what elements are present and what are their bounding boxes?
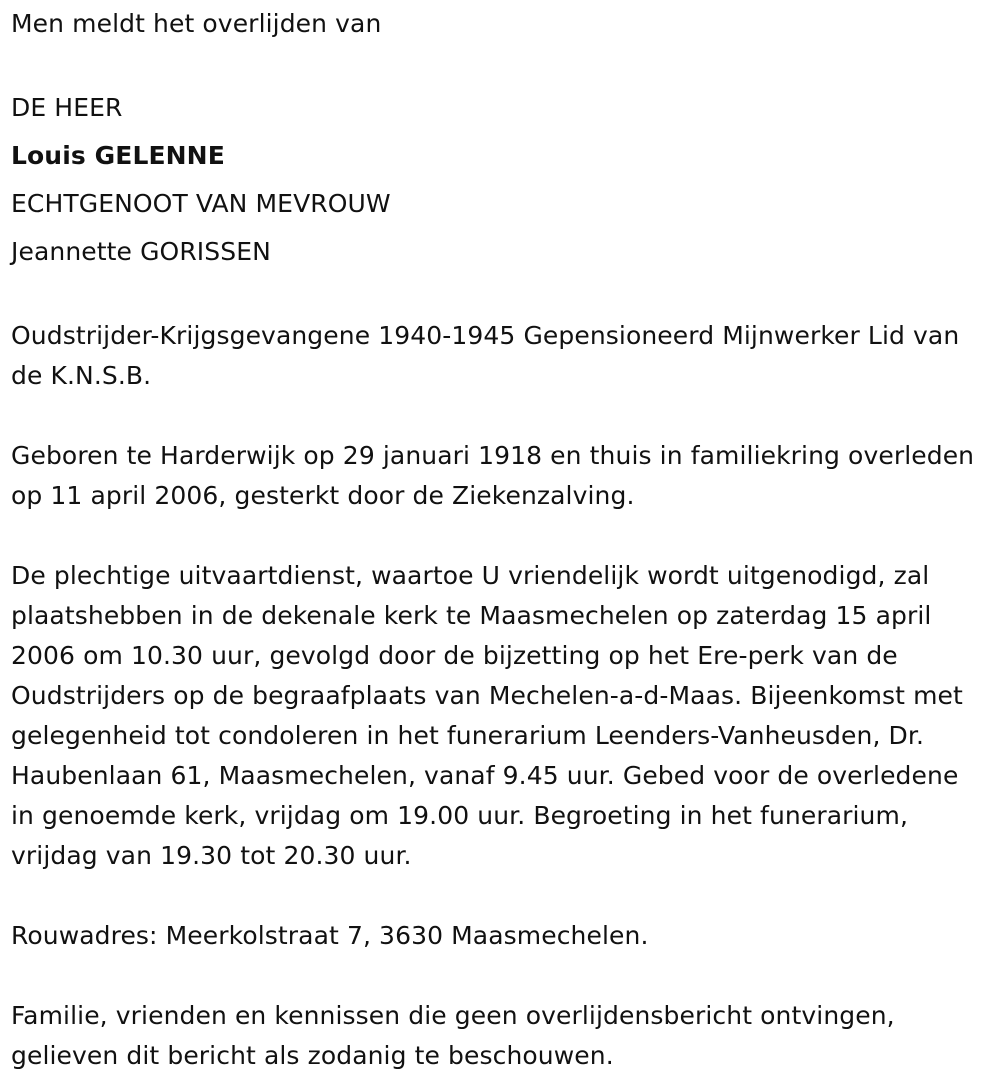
spouse-name: Jeannette GORISSEN bbox=[11, 237, 271, 266]
salutation: DE HEER bbox=[11, 93, 123, 122]
intro-line: Men meldt het overlijden van bbox=[11, 9, 382, 38]
spacer bbox=[11, 876, 986, 916]
death-notice bbox=[11, 4, 986, 1076]
deceased-name: Louis GELENNE bbox=[11, 141, 225, 170]
spacer bbox=[11, 276, 986, 316]
birth-death-paragraph: Geboren te Harderwijk op 29 januari 1918 en thuis in familiekring overleden op 11 april 2006, gesterkt door de Ziekenzalving. bbox=[11, 441, 975, 510]
spacer bbox=[11, 396, 986, 436]
spacer bbox=[11, 516, 986, 556]
address-paragraph: Rouwadres: Meerkolstraat 7, 3630 Maasmechelen. bbox=[11, 921, 649, 950]
spouse-label: ECHTGENOOT VAN MEVROUW bbox=[11, 189, 391, 218]
spacer bbox=[11, 956, 986, 996]
funeral-paragraph: De plechtige uitvaartdienst, waartoe U vriendelijk wordt uitgenodigd, zal plaatshebben in de dekenale kerk te Maasmechelen op zaterdag 15 april 2006 om 10.30 uur, gevolgd door de bijzetting op het Ere-perk van de Oudstrijders op de begraafplaats van Mechelen-a-d-Maas. Bijeenkomst met gelegenheid tot condoleren in het funerarium Leenders-Vanheusden, Dr. Haubenlaan 61, Maasmechelen, vanaf 9.45 uur. Gebed voor de overledene in genoemde kerk, vrijdag om 19.00 uur. Begroeting in het funerarium, vrijdag van 19.30 tot 20.30 uur. bbox=[11, 561, 963, 870]
titles-paragraph: Oudstrijder-Krijgsgevangene 1940-1945 Gepensioneerd Mijnwerker Lid van de K.N.S.B. bbox=[11, 321, 960, 390]
closing-paragraph: Familie, vrienden en kennissen die geen overlijdensbericht ontvingen, gelieven dit bericht als zodanig te beschouwen. bbox=[11, 1001, 895, 1070]
spacer bbox=[11, 44, 986, 84]
